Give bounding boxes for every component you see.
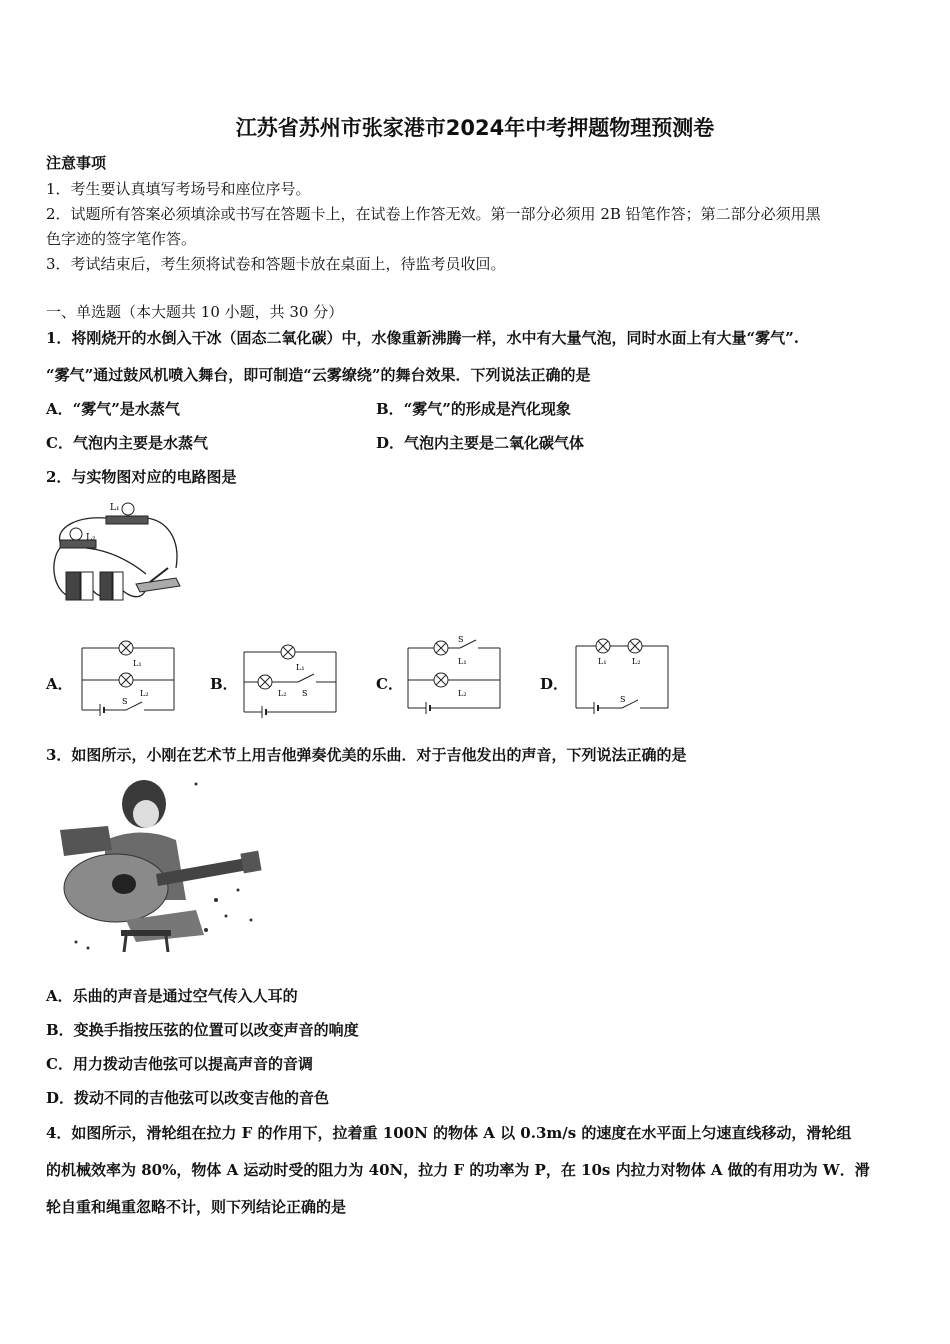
circuit-diagram-b: [240, 644, 340, 720]
circuit-diagram-c: [404, 634, 504, 716]
q3-option-d: D．拨动不同的吉他弦可以改变吉他的音色: [46, 1089, 330, 1107]
battery-icon: [66, 572, 80, 600]
bulb-l2-icon: [70, 528, 82, 540]
switch-icon: [126, 702, 142, 710]
q4-stem-line1: 4．如图所示，滑轮组在拉力 F 的作用下，拉着重 100N 的物体 A 以 0.3m/s 的速度在水平面上匀速直线移动，滑轮组: [46, 1124, 852, 1142]
q1-option-b: B．“雾气”的形成是汽化现象: [376, 400, 571, 418]
q2-stem: 2．与实物图对应的电路图是: [46, 468, 237, 486]
label-s: S: [122, 697, 128, 706]
q4-stem-line2: 的机械效率为 80%，物体 A 运动时受的阻力为 40N，拉力 F 的功率为 P，在 10s 内拉力对物体 A 做的有用功为 W．滑: [46, 1161, 870, 1179]
q2-option-a-label: A．: [46, 675, 73, 693]
battery-icon: [113, 572, 123, 600]
bulb-l1-icon: [122, 503, 134, 515]
circuit-diagram-a: [78, 638, 178, 718]
section-heading: 一、单选题（本大题共 10 小题，共 30 分）: [46, 303, 344, 321]
circuit-photo-figure: [46, 498, 186, 606]
q1-stem-line1: 1．将刚烧开的水倒入干冰（固态二氧化碳）中，水像重新沸腾一样，水中有大量气泡，同时水面上有大量“雾气”.: [46, 329, 799, 347]
q4-stem-line3: 轮自重和绳重忽略不计，则下列结论正确的是: [46, 1198, 347, 1216]
battery-icon: [100, 572, 112, 600]
label-l2: L₂: [278, 689, 287, 698]
notice-item: 1．考生要认真填写考场号和座位序号。: [46, 180, 311, 198]
photo-label-l2: L₂: [86, 533, 96, 543]
q2-option-c-label: C．: [376, 675, 403, 693]
q3-option-c: C．用力拨动吉他弦可以提高声音的音调: [46, 1055, 313, 1073]
page-title: 江苏省苏州市张家港市2024年中考押题物理预测卷: [235, 116, 715, 140]
label-s: S: [620, 695, 626, 704]
label-l1: L₁: [598, 657, 607, 666]
label-s: S: [458, 635, 464, 644]
q3-stem: 3．如图所示，小刚在艺术节上用吉他弹奏优美的乐曲．对于吉他发出的声音，下列说法正确的是: [46, 746, 687, 764]
switch-icon: [298, 674, 314, 682]
label-l2: L₂: [632, 657, 641, 666]
label-l1: L₁: [296, 663, 305, 672]
label-l1: L₁: [133, 659, 142, 668]
label-s: S: [302, 689, 308, 698]
photo-label-l1: L₁: [110, 503, 120, 513]
notice-heading: 注意事项: [46, 154, 107, 172]
circuit-diagram-d: [572, 634, 672, 716]
guitar-player-illustration: [46, 770, 266, 954]
q2-option-d-label: D．: [540, 675, 569, 693]
q3-option-a: A．乐曲的声音是通过空气传入人耳的: [46, 987, 298, 1005]
notice-item: 3．考试结束后，考生须将试卷和答题卡放在桌面上，待监考员收回。: [46, 255, 506, 273]
notice-item: 2．试题所有答案必须填涂或书写在答题卡上，在试卷上作答无效。第一部分必须用 2B 铅笔作答；第二部分必须用黑: [46, 205, 821, 223]
q3-option-b: B．变换手指按压弦的位置可以改变声音的响度: [46, 1021, 359, 1039]
lamp-holder-l1: [106, 516, 148, 524]
knife-switch-icon: [136, 578, 180, 592]
q1-option-a: A．“雾气”是水蒸气: [46, 400, 180, 418]
label-l2: L₂: [458, 689, 467, 698]
label-l1: L₁: [458, 657, 467, 666]
q1-option-c: C．气泡内主要是水蒸气: [46, 434, 208, 452]
notice-item: 色字迹的签字笔作答。: [46, 230, 197, 248]
battery-icon: [81, 572, 93, 600]
q1-option-d: D．气泡内主要是二氧化碳气体: [376, 434, 585, 452]
q2-option-b-label: B．: [210, 675, 238, 693]
label-l2: L₂: [140, 689, 149, 698]
q1-stem-line2: “雾气”通过鼓风机喷入舞台，即可制造“云雾缭绕”的舞台效果．下列说法正确的是: [46, 366, 591, 384]
